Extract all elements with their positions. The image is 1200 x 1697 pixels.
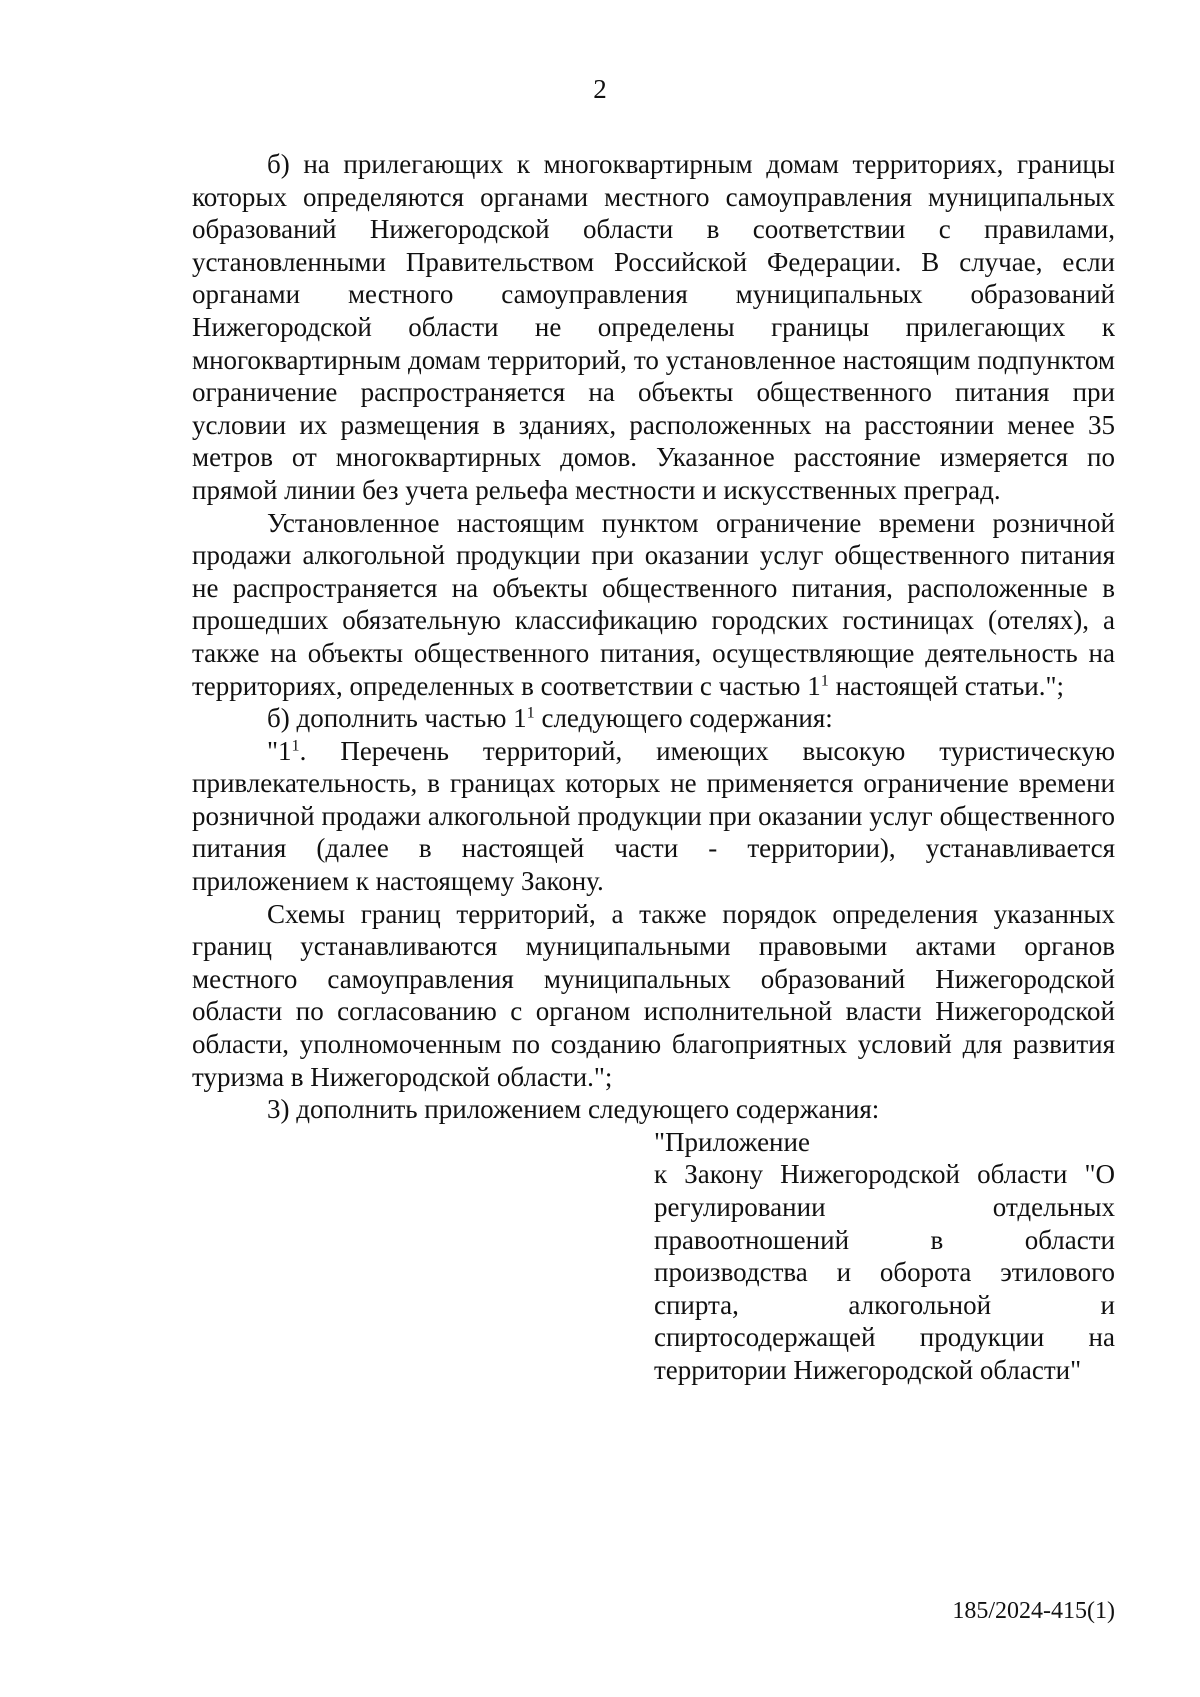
appendix-heading: "Приложение (654, 1126, 810, 1157)
superscript: 1 (526, 703, 535, 722)
paragraph-add-part: б) дополнить частью $1^1$ следующего содержания: (267, 703, 833, 734)
page-number: 2 (593, 74, 607, 104)
superscript: 1 (291, 735, 300, 754)
paragraph-b-adjacent-territories: б) на прилегающих к многоквартирным домам территориях, границы которых определяются органами местного самоуправления муниципальных образований Нижегородской области в соответствии с правилами, установленными Правительством Российской Федерации. В случае, если органами местного самоуправления муниципальных образований Нижегородской области не определены границы прилегающих к многоквартирным домам территорий, то установленное настоящим подпунктом ограничение распространяется на объекты общественного питания при условии их размещения в зданиях, расположенных на расстоянии менее 35 метров от многоквартирных домов. Указанное расстояние измеряется по прямой линии без учета рельефа местности и искусственных преград. (192, 149, 1115, 505)
document-code: 185/2024-415(1) (952, 1598, 1115, 1624)
paragraph-restriction-exception: Установленное настоящим пунктом ограничение времени розничной продажи алкогольной продукции при оказании услуг общественного питания не распространяется на объекты общественного питания, расположенные в прошедших обязательную классификацию городских гостиницах (отелях), а также на объекты общественного питания, осуществляющие деятельность на территориях, определенных в соответствии с частью $1^1$ настоящей статьи."; (192, 507, 1115, 701)
document-body (192, 148, 1115, 1387)
paragraph-boundary-schemes: Схемы границ территорий, а также порядок определения указанных границ устанавливаются муниципальными правовыми актами органов местного самоуправления муниципальных образований Нижегородской области по согласованию с органом исполнительной власти Нижегородской области, уполномоченным по созданию благоприятных условий для развития туризма в Нижегородской области."; (192, 898, 1115, 1092)
paragraph-add-appendix: 3) дополнить приложением следующего содержания: (267, 1094, 880, 1125)
paragraph-territory-list: "$1^1$. Перечень территорий, имеющих высокую туристическую привлекательность, в границах которых не применяется ограничение времени розничной продажи алкогольной продукции при оказании услуг общественного питания (далее в настоящей части - территории), устанавливается приложением к настоящему Закону. (192, 735, 1115, 897)
appendix-text: к Закону Нижегородской области "О регулировании отдельных правоотношений в области производства и оборота этилового спирта, алкогольной и спиртосодержащей продукции на территории Нижегородской области" (654, 1159, 1115, 1385)
superscript: 1 (820, 670, 829, 689)
